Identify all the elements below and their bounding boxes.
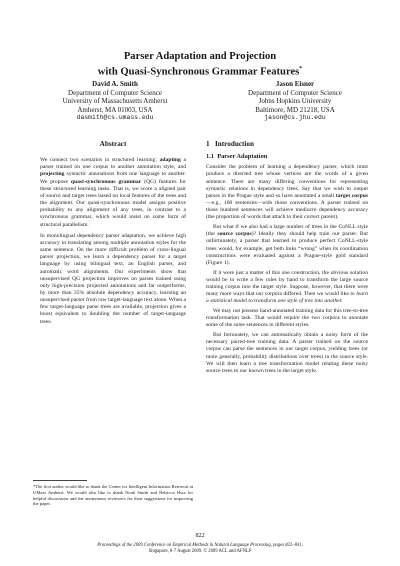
abstract-paragraph-2: In monolingual dependency parser adaptation, we achieve high accuracy in translating among multiple annotation styles for the same sentence. On the more difficult problem of cross-lingual parser projection, we learn a dependency parser for a target language by using bilingual text, an English parser, and automatic word alignments. Our experiments show that unsupervised QG projection improves on parses trained using only high-precision projected annotations and far outperforms, by more than 35% absolute dependency accuracy, learning an unsupervised parser from raw target-language text alone. When a few target-language parse trees are available, projection gives a boost equivalent to doubling the number of target-language trees. (40, 232, 186, 325)
title-line-2: with Quasi-Synchronous Grammar Features* (97, 66, 303, 78)
author-inst: Johns Hopkins University (258, 97, 332, 106)
author-block-2 (220, 80, 370, 123)
author-email: dasmith@cs.umass.edu (76, 114, 154, 122)
abstract-paragraph-1: We connect two scenarios in structured learning: adapting a parser trained on one corpus to another annotation style, and projecting syntactic annotations from one language to another. We propose quasi-synchronous grammar (QG) features for these structured learning tasks. That is, we score a aligned pair of source and target trees based on local features of the trees and the alignment. Our quasi-synchronous model assigns positive probability to any alignment of any trees, in contrast to a synchronous grammar, which would insist on some form of structural parallelism. (40, 157, 186, 228)
author-addr: Baltimore, MD 21218, USA (255, 105, 335, 114)
author-email: jason@cs.jhu.edu (264, 114, 326, 122)
page-number: 822 (195, 533, 205, 539)
title-footnote-mark: * (299, 66, 303, 72)
footnote-rule (33, 480, 87, 481)
author-dept: Department of Computer Science (68, 88, 162, 97)
section-heading: 1 Introduction (206, 140, 254, 148)
intro-paragraph-3: If it were just a matter of this one construction, the obvious solution would be to write a few rules by hand to transform the large source training corpus into the target style. Suppose, however, that there were many more ways that our corpora differed. Then we would like to learn a statistical model to transform one style of tree into another. (206, 269, 368, 305)
right-column (206, 141, 368, 378)
paper-title (0, 50, 400, 79)
author-block-1 (40, 80, 190, 123)
abstract-heading: Abstract (99, 140, 127, 148)
proceedings-footer (0, 543, 400, 555)
intro-paragraph-2: But what if we also had a large number of trees in the CoNLL style (the source corpus)? Ideally they should help train our parser. But unfortunately, a parser that learned to produce perfect CoNLL-style trees would, for example, get both links “wrong” when its coordination constructions were evaluated against a Prague-style gold standard (Figure 1). (206, 224, 368, 266)
intro-paragraph-5: But fortunately, we can automatically obtain a noisy form of the necessary paired-tree training data. A parser trained on the source corpus can parse the sentences in our target corpus, yielding trees (or more generally, probability distributions over trees) in the source style. We will then learn a tree transformation model relating these noisy source trees to our known trees in the target style. (206, 332, 368, 374)
author-name: David A. Smith (92, 80, 138, 88)
proceedings-line-1: Proceedings of the 2009 Conference on Empirical Methods in Natural Language Processing, pages 822–831, (97, 543, 303, 548)
footnote: *The first author would like to thank the Center for Intelligent Information Retrieval at UMass Amherst. We would also like to thank Noah Smith and Rebecca Hwa for helpful discussions and the anonymous reviewers for their suggestions for improving the paper. (33, 484, 193, 507)
author-dept: Department of Computer Science (248, 88, 342, 97)
intro-paragraph-4: We may not possess hand-annotated training data for this tree-to-tree transformation task. That would require the two corpora to annotate some of the same sentences in different styles. (206, 308, 368, 329)
proceedings-line-2: Singapore, 6-7 August 2009. © 2009 ACL and AFNLP (148, 548, 252, 554)
subsection-heading: 1.1 Parser Adaptation (206, 153, 268, 161)
title-line-1: Parser Adaptation and Projection (123, 51, 277, 62)
left-column (33, 141, 193, 330)
author-name: Jason Eisner (275, 80, 315, 88)
author-addr: Amherst, MA 01003, USA (77, 105, 153, 114)
author-inst: University of Massachusetts Amherst (62, 97, 168, 106)
intro-paragraph-1: Consider the problem of learning a dependency parser, which must produce a directed tree whose vertices are the words of a given sentence. There are many differing conventions for representing syntactic relations in dependency trees. Say that we wish to output parses in the Prague style and so have annotated a small target corpus—e.g., 100 sentences—with those conventions. A parser trained on those hundred sentences will achieve mediocre dependency accuracy (the proportion of words that attach to their correct parent). (206, 164, 368, 221)
